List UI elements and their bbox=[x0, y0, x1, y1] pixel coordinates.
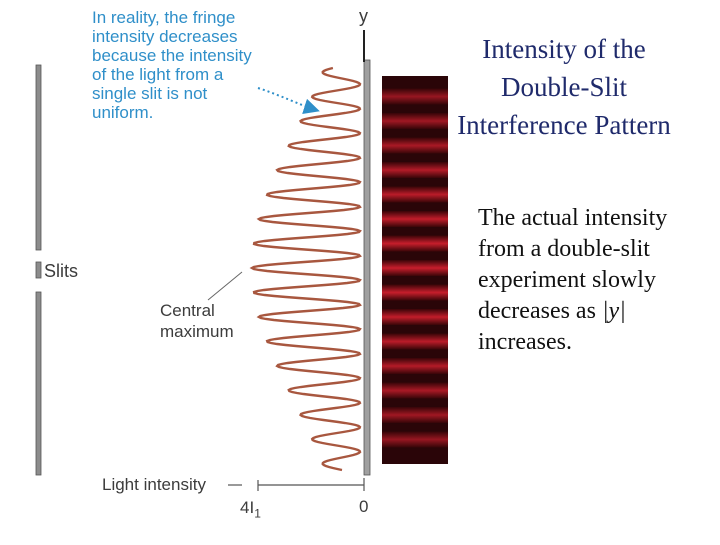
callout-line: of the light from a bbox=[92, 65, 224, 84]
bright-fringe bbox=[382, 309, 448, 325]
tick-4I-sub: 1 bbox=[254, 506, 261, 521]
bright-fringe bbox=[382, 211, 448, 227]
bright-fringe bbox=[382, 432, 448, 448]
tick-zero-label: 0 bbox=[359, 497, 369, 516]
bright-fringe bbox=[382, 113, 448, 129]
barrier-top bbox=[36, 65, 41, 250]
callout-line: because the intensity bbox=[92, 46, 252, 65]
central-maximum-line: maximum bbox=[160, 322, 234, 341]
light-intensity-label: Light intensity bbox=[102, 475, 206, 494]
body-text-end: increases. bbox=[478, 329, 572, 355]
bright-fringe bbox=[382, 383, 448, 399]
central-maximum-label bbox=[160, 300, 234, 342]
bright-fringe bbox=[382, 236, 448, 252]
callout-arrow bbox=[258, 88, 316, 110]
bright-fringe bbox=[382, 358, 448, 374]
screen bbox=[364, 60, 370, 475]
bright-fringe bbox=[382, 162, 448, 178]
bright-fringe bbox=[382, 187, 448, 203]
bright-fringe bbox=[382, 260, 448, 276]
central-maximum-leader bbox=[208, 272, 242, 300]
slits-label: Slits bbox=[44, 261, 79, 281]
bright-fringe bbox=[382, 89, 448, 105]
page-title: Intensity of the Double-Slit Interference Pattern bbox=[457, 34, 671, 140]
barrier-bottom bbox=[36, 292, 41, 475]
fringe-pattern bbox=[382, 76, 448, 464]
body-variable: |y| bbox=[601, 298, 626, 324]
body-text bbox=[478, 203, 708, 358]
intensity-curve bbox=[252, 68, 360, 470]
bright-fringe bbox=[382, 285, 448, 301]
body-text-start: The actual intensity from a double-slit experiment slowly decreases as bbox=[478, 205, 668, 324]
callout-line: uniform. bbox=[92, 103, 154, 122]
barrier-middle bbox=[36, 262, 41, 278]
bright-fringe bbox=[382, 138, 448, 154]
bright-fringe bbox=[382, 407, 448, 423]
central-maximum-line: Central bbox=[160, 301, 215, 320]
y-axis-label: y bbox=[359, 6, 368, 26]
tick-4I-main: 4I bbox=[240, 498, 255, 517]
callout-line: single slit is not bbox=[92, 84, 208, 103]
bright-fringe bbox=[382, 334, 448, 350]
callout-line: In reality, the fringe bbox=[92, 8, 236, 27]
callout-text bbox=[92, 8, 252, 122]
tick-4I-label bbox=[240, 498, 261, 520]
callout-line: intensity decreases bbox=[92, 27, 238, 46]
